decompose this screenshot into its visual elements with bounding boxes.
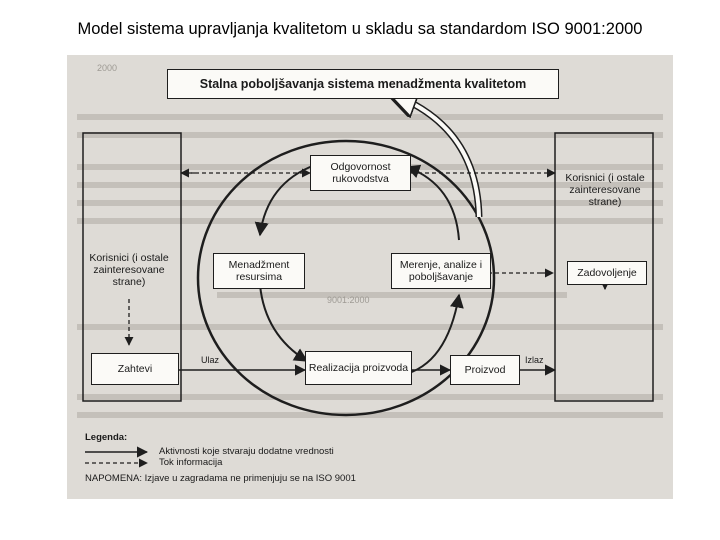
customers-left-box: Korisnici (i ostale zainteresovane strane) <box>89 252 169 288</box>
input-label: Ulaz <box>201 355 220 365</box>
product-realization-box: Realizacija proizvoda <box>305 351 412 385</box>
ghost-text: 2000 <box>97 63 118 73</box>
information-flows <box>129 173 555 345</box>
satisfaction-box: Zadovoljenje <box>567 261 647 285</box>
output-label: Izlaz <box>525 355 544 365</box>
ghost-text: 9001:2000 <box>327 295 370 305</box>
scanned-diagram <box>67 55 673 499</box>
legend-value-activities: Aktivnosti koje stvaraju dodatne vrednosti <box>159 446 334 457</box>
management-responsibility-box: Odgovornost rukovodstva <box>310 155 411 191</box>
slide-title: Model sistema upravljanja kvalitetom u skladu sa standardom ISO 9001:2000 <box>77 20 643 38</box>
resource-management-box: Menadžment resursima <box>213 253 305 289</box>
product-box: Proizvod <box>450 355 520 385</box>
requirements-box: Zahtevi <box>91 353 179 385</box>
legend-heading: Legenda: <box>85 432 128 443</box>
measurement-analysis-box: Merenje, analize i poboljšavanje <box>391 253 491 289</box>
continual-improvement-box: Stalna poboljšavanja sistema menadžmenta kvalitetom <box>167 69 559 99</box>
legend-note: NAPOMENA: Izjave u zagradama ne primenjuju se na ISO 9001 <box>85 473 356 484</box>
customers-right-box: Korisnici (i ostale zainteresovane strane) <box>565 172 645 208</box>
legend-information-flow: Tok informacija <box>159 457 223 468</box>
